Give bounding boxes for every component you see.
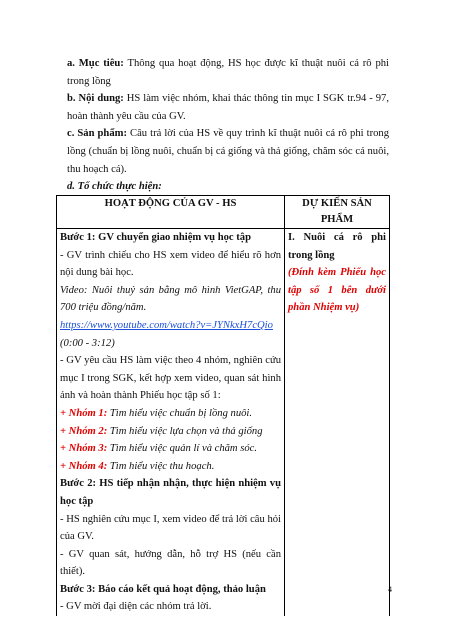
activity-table bbox=[56, 195, 390, 616]
to-chuc-heading: d. Tổ chức thực hiện: bbox=[67, 181, 162, 193]
group-item-2 bbox=[60, 423, 281, 441]
product-note: (Đính kèm Phiếu học tập số 1 bên dưới phần Nhiệm vụ) bbox=[288, 267, 386, 314]
header-gv-hs: HOẠT ĐỘNG CỦA GV - HS bbox=[57, 196, 285, 229]
group-item-1 bbox=[60, 405, 281, 423]
step1-title: Bước 1: GV chuyển giao nhiệm vụ học tập bbox=[60, 232, 251, 243]
group-label: + Nhóm 4: bbox=[60, 460, 108, 472]
san-pham-text: Câu trả lời của HS về quy trình kĩ thuật nuôi cá rô phi trong lồng (chuẩn bị lồng nuôi, chuẩn bị cá giống và thả giống, chăm sóc cá nuôi, thu hoạch cá). bbox=[67, 128, 389, 175]
group-text: Tìm hiểu việc thu hoạch. bbox=[107, 460, 215, 472]
step3-title: Bước 3: Báo cáo kết quả hoạt động, thảo luận bbox=[60, 583, 266, 595]
group-label: + Nhóm 1: bbox=[60, 407, 108, 419]
san-pham-paragraph bbox=[67, 125, 389, 178]
group-text: Tìm hiểu việc chuẩn bị lồng nuôi. bbox=[107, 407, 253, 419]
lesson-intro bbox=[67, 55, 389, 196]
group-text: Tìm hiểu việc quản lí và chăm sóc. bbox=[107, 443, 258, 455]
step3-text: - GV mời đại diện các nhóm trả lời. bbox=[60, 601, 212, 613]
group-item-3 bbox=[60, 440, 281, 458]
group-label: + Nhóm 3: bbox=[60, 443, 108, 455]
group-item-4 bbox=[60, 458, 281, 476]
step1-text: - GV trình chiếu cho HS xem video để hiểu rõ hơn nội dung bài học. bbox=[60, 249, 281, 279]
group-label: + Nhóm 2: bbox=[60, 425, 108, 437]
muc-tieu-paragraph bbox=[67, 55, 389, 90]
noi-dung-label: b. Nội dung: bbox=[67, 93, 124, 105]
table-row bbox=[57, 229, 390, 617]
product-heading: I. Nuôi cá rô phi trong lồng bbox=[288, 232, 386, 261]
noi-dung-text: HS làm việc nhóm, khai thác thông tin mục I SGK tr.94 - 97, hoàn thành yêu cầu của GV. bbox=[67, 93, 389, 122]
muc-tieu-text: Thông qua hoạt động, HS học được kĩ thuật nuôi cá rô phi trong lồng bbox=[67, 58, 389, 87]
video-title: Video: Nuôi thuỷ sản bằng mô hình VietGAP, thu 700 triệu đồng/năm. bbox=[60, 284, 281, 314]
header-du-kien: DỰ KIẾN SẢN PHẨM bbox=[285, 196, 390, 229]
noi-dung-paragraph bbox=[67, 90, 389, 125]
activity-cell bbox=[57, 229, 285, 617]
product-cell bbox=[285, 229, 390, 617]
group-text: Tìm hiểu việc lựa chọn và thả giống bbox=[107, 425, 263, 437]
page-number: 4 bbox=[388, 585, 392, 594]
muc-tieu-label: a. Mục tiêu: bbox=[67, 58, 124, 69]
table-header-row bbox=[57, 196, 390, 229]
san-pham-label: c. Sản phẩm: bbox=[67, 128, 127, 140]
step2-text-1: - HS nghiên cứu mục I, xem video để trả lời câu hỏi của GV. bbox=[60, 513, 281, 543]
step2-title: Bước 2: HS tiếp nhận nhận, thực hiện nhiệm vụ học tập bbox=[60, 478, 281, 507]
video-link[interactable]: https://www.youtube.com/watch?v=JYNkxH7cQio bbox=[60, 319, 273, 331]
step2-text-2: - GV quan sát, hướng dẫn, hỗ trợ HS (nếu cần thiết). bbox=[60, 548, 281, 578]
group-task-text: - GV yêu cầu HS làm việc theo 4 nhóm, nghiên cứu mục I trong SGK, kết hợp xem video, quan sát hình ảnh và hoàn thành Phiếu học tập số 1: bbox=[60, 355, 281, 402]
video-time: (0:00 - 3:12) bbox=[60, 337, 115, 349]
